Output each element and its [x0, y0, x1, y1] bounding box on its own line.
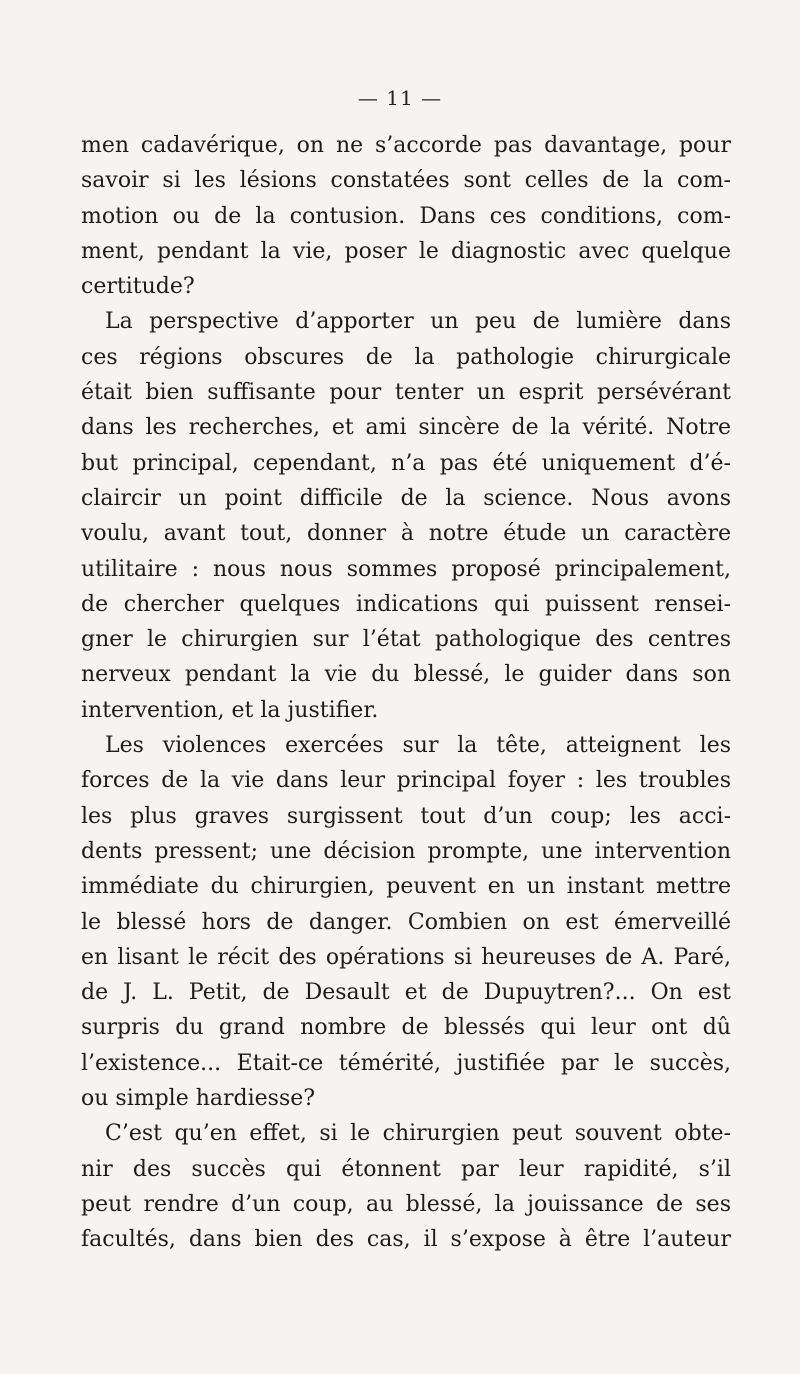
text-line: le blessé hors de danger. Combien on est émerveillé — [81, 909, 731, 935]
text-line: intervention, et la justifier. — [81, 697, 379, 723]
text-line: voulu, avant tout, donner à notre étude un caractère — [81, 521, 731, 547]
text-line: les plus graves surgissent tout d’un coup; les acci- — [81, 803, 731, 829]
paragraph-start-line: Les violences exercées sur la tête, atteignent les — [105, 733, 731, 759]
paragraph-start-line: La perspective d’apporter un peu de lumière dans — [105, 309, 731, 335]
text-line: dans les recherches, et ami sincère de la vérité. Notre — [81, 415, 731, 441]
text-line: motion ou de la contusion. Dans ces conditions, com- — [81, 203, 731, 229]
text-line: gner le chirurgien sur l’état pathologique des centres — [81, 627, 731, 653]
text-line: nir des succès qui étonnent par leur rapidité, s’il — [81, 1156, 731, 1182]
text-line: savoir si les lésions constatées sont celles de la com- — [81, 168, 731, 194]
text-line: peut rendre d’un coup, au blessé, la jouissance de ses — [81, 1191, 731, 1217]
body-text — [81, 128, 731, 1258]
text-line: forces de la vie dans leur principal foyer : les troubles — [81, 768, 731, 794]
text-line: dents pressent; une décision prompte, une intervention — [81, 838, 731, 864]
text-line: en lisant le récit des opérations si heureuses de A. Paré, — [81, 944, 731, 970]
text-line: utilitaire : nous nous sommes proposé principalement, — [81, 556, 731, 582]
text-line: facultés, dans bien des cas, il s’expose à être l’auteur — [81, 1227, 731, 1253]
text-line: but principal, cependant, n’a pas été uniquement d’é- — [81, 450, 731, 476]
text-line: l’existence... Etait-ce témérité, justifiée par le succès, — [81, 1050, 731, 1076]
text-line: nerveux pendant la vie du blessé, le guider dans son — [81, 662, 731, 688]
text-line: claircir un point difficile de la science. Nous avons — [81, 485, 731, 511]
text-line: surpris du grand nombre de blessés qui leur ont dû — [81, 1015, 731, 1041]
paragraph-start-line: C’est qu’en effet, si le chirurgien peut souvent obte- — [105, 1121, 731, 1147]
text-line: ces régions obscures de la pathologie chirurgicale — [81, 344, 731, 370]
text-line: ou simple hardiesse? — [81, 1086, 316, 1112]
text-line: ment, pendant la vie, poser le diagnostic avec quelque — [81, 238, 731, 264]
text-line: était bien suffisante pour tenter un esprit persévérant — [81, 380, 731, 406]
page-number: — 11 — — [357, 86, 443, 110]
text-line: men cadavérique, on ne s’accorde pas davantage, pour — [81, 133, 731, 158]
text-line: de J. L. Petit, de Desault et de Dupuytren?... On est — [81, 980, 731, 1006]
text-line: de chercher quelques indications qui puissent rensei- — [81, 591, 731, 617]
text-line: immédiate du chirurgien, peuvent en un instant mettre — [81, 874, 731, 900]
text-line: certitude? — [81, 274, 195, 300]
